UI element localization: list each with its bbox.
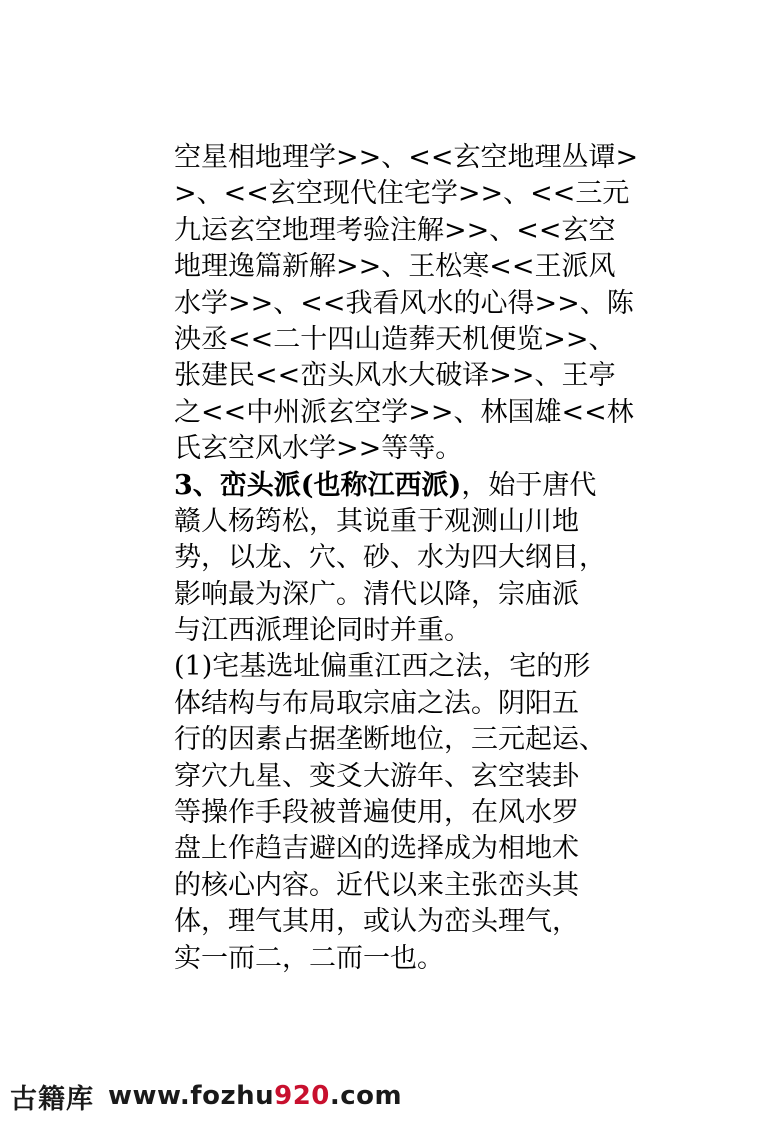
text-line: 等操作手段被普遍使用，在风水罗	[174, 797, 579, 829]
url-suffix: .com	[329, 1081, 403, 1111]
text-line: 影响最为深广。清代以降，宗庙派	[174, 578, 579, 610]
text-line: >、<<玄空现代住宅学>>、<<三元	[174, 178, 630, 210]
text-line: 穿穴九星、变爻大游年、玄空装卦	[174, 760, 579, 792]
text-line: 行的因素占据垄断地位，三元起运、	[174, 724, 606, 756]
text-line: 张建民<<峦头风水大破译>>、王亭	[174, 360, 616, 392]
footer-watermark	[10, 1076, 402, 1116]
text-line: 泱丞<<二十四山造葬天机便览>>、	[174, 323, 616, 355]
text-line: 赣人杨筠松，其说重于观测山川地	[174, 505, 579, 537]
text-line: 实一而二，二而一也。	[174, 942, 444, 974]
text-line: 地理逸篇新解>>、王松寒<<王派风	[174, 251, 616, 283]
text-line: 水学>>、<<我看风水的心得>>、陈	[174, 287, 634, 319]
site-name: 古籍库	[10, 1083, 94, 1115]
section-heading-rest: ，始于唐代	[461, 469, 597, 501]
text-line: 与江西派理论同时并重。	[174, 615, 471, 647]
section-heading-line	[174, 468, 614, 504]
text-line: 盘上作趋吉避凶的选择成为相地术	[174, 833, 579, 865]
text-line: 的核心内容。近代以来主张峦头其	[174, 869, 579, 901]
text-line: 九运玄空地理考验注解>>、<<玄空	[174, 214, 616, 246]
section-heading: 3、峦头派(也称江西派)	[174, 469, 462, 501]
text-line: 体结构与布局取宗庙之法。阴阳五	[174, 687, 579, 719]
text-line: 之<<中州派玄空学>>、林国雄<<林	[174, 396, 634, 428]
text-line: 氏玄空风水学>>等等。	[174, 433, 463, 465]
url-prefix: www.fozhu	[108, 1081, 275, 1111]
text-line: (1)宅基选址偏重江西之法，宅的形	[174, 651, 591, 683]
text-line: 空星相地理学>>、<<玄空地理丛谭>	[174, 142, 639, 173]
text-line: 势，以龙、穴、砂、水为四大纲目，	[174, 542, 606, 574]
site-url[interactable]	[108, 1081, 402, 1111]
body-text	[174, 140, 639, 977]
text-line: 体，理气其用，或认为峦头理气，	[174, 906, 579, 938]
url-number: 920	[274, 1081, 330, 1111]
